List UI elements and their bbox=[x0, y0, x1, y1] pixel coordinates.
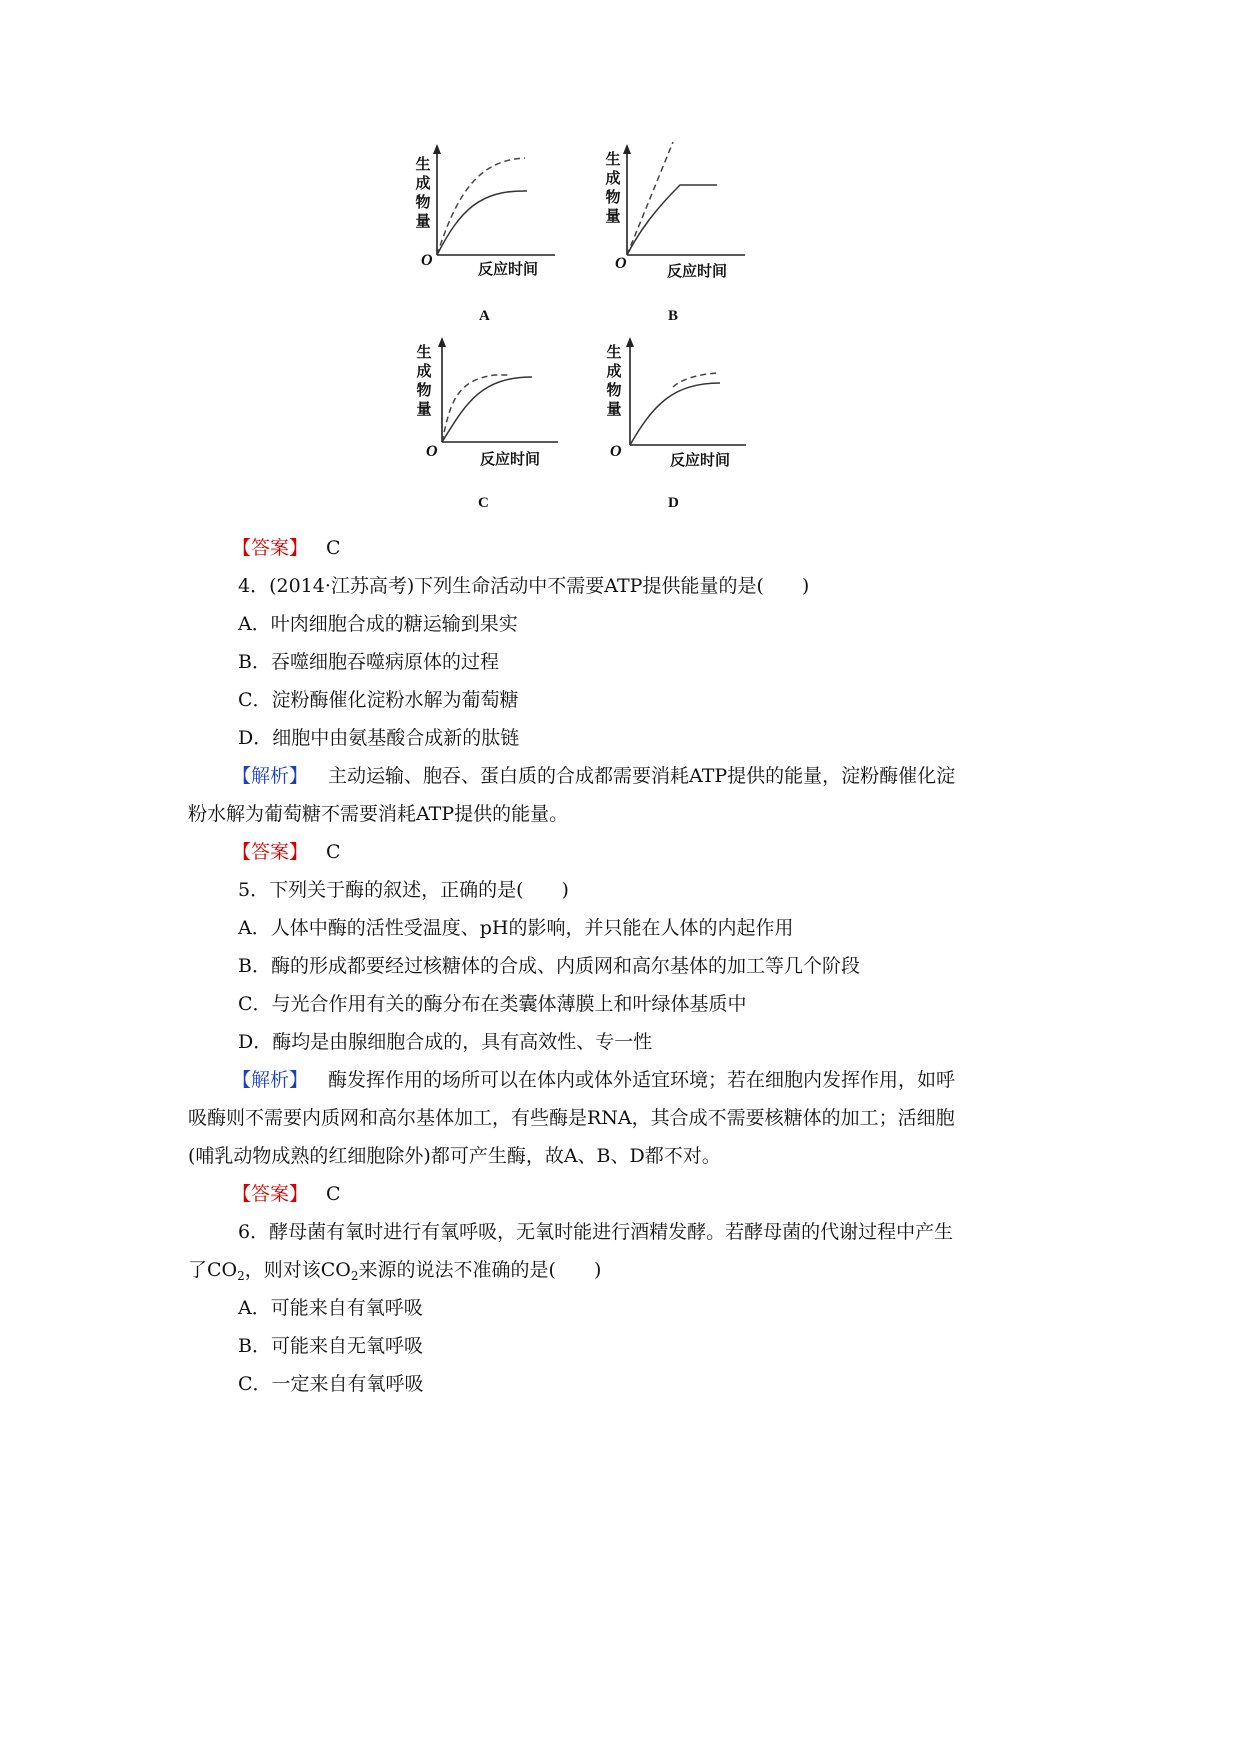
q5-option-d: D．酶均是由腺细胞合成的，具有高效性、专一性 bbox=[238, 1031, 653, 1053]
answer-value: C bbox=[326, 1183, 341, 1205]
answer-tag: 【答案】 bbox=[232, 537, 309, 559]
panel-letter: A bbox=[479, 308, 490, 324]
q5-option-c: C．与光合作用有关的酶分布在类囊体薄膜上和叶绿体基质中 bbox=[238, 993, 747, 1015]
q4-option-d: D．细胞中由氨基酸合成新的肽链 bbox=[238, 727, 520, 749]
q5-analysis-line2: 吸酶则不需要内质网和高尔基体加工，有些酶是RNA，其合成不需要核糖体的加工；活细胞 bbox=[188, 1107, 955, 1129]
q6-stem-line1: 6．酵母菌有氧时进行有氧呼吸，无氧时能进行酒精发酵。若酵母菌的代谢过程中产生 bbox=[238, 1221, 954, 1243]
q4-option-b: B．吞噬细胞吞噬病原体的过程 bbox=[238, 651, 499, 673]
panel-letter: B bbox=[668, 308, 679, 324]
q5-option-a: A．人体中酶的活性受温度、pH的影响，并只能在人体的内起作用 bbox=[238, 917, 794, 939]
analysis-tag: 【解析】 bbox=[232, 1069, 309, 1091]
solid-curve bbox=[627, 185, 717, 255]
y-axis-label: 生 成 物 量 bbox=[416, 343, 432, 418]
panel-d bbox=[598, 335, 768, 520]
q5-answer bbox=[0, 1182, 341, 1206]
q5-analysis-line1 bbox=[0, 1068, 955, 1092]
solid-curve bbox=[437, 191, 527, 255]
dashed-curve bbox=[442, 375, 510, 442]
analysis-text: 酶发挥作用的场所可以在体内或体外适宜环境；若在细胞内发挥作用，如呼 bbox=[328, 1069, 956, 1091]
answer-value: C bbox=[326, 841, 341, 863]
origin-label: O bbox=[426, 443, 438, 460]
y-axis-label: 生 成 物 量 bbox=[605, 150, 621, 225]
q4-analysis-line1 bbox=[0, 764, 955, 788]
q6-stem-part: 来源的说法不准确的是( ) bbox=[358, 1259, 602, 1281]
x-axis-label: 反应时间 bbox=[478, 260, 539, 278]
q4-option-c: C．淀粉酶催化淀粉水解为葡萄糖 bbox=[238, 689, 519, 711]
subscript: 2 bbox=[237, 1269, 245, 1283]
x-axis-label: 反应时间 bbox=[667, 262, 728, 280]
q6-option-b: B．可能来自无氧呼吸 bbox=[238, 1335, 423, 1357]
answer-tag: 【答案】 bbox=[232, 1183, 309, 1205]
origin-label: O bbox=[421, 252, 433, 269]
y-axis-label: 生 成 物 量 bbox=[415, 155, 431, 230]
dashed-curve bbox=[627, 142, 673, 255]
q6-option-a: A．可能来自有氧呼吸 bbox=[238, 1297, 423, 1319]
dashed-curve bbox=[437, 158, 525, 255]
x-axis-label: 反应时间 bbox=[670, 451, 731, 469]
origin-label: O bbox=[610, 443, 622, 460]
q6-stem-part: 了CO bbox=[188, 1259, 238, 1281]
analysis-tag: 【解析】 bbox=[232, 765, 309, 787]
q5-option-b: B．酶的形成都要经过核糖体的合成、内质网和高尔基体的加工等几个阶段 bbox=[238, 955, 860, 977]
q6-stem-line2 bbox=[0, 1258, 601, 1288]
q4-analysis-line2: 粉水解为葡萄糖不需要消耗ATP提供的能量。 bbox=[188, 803, 569, 825]
solid-curve bbox=[442, 377, 532, 442]
panel-letter: D bbox=[668, 495, 679, 511]
subscript: 2 bbox=[350, 1269, 359, 1283]
solid-curve bbox=[630, 383, 720, 445]
q5-stem: 5．下列关于酶的叙述，正确的是( ) bbox=[238, 879, 569, 901]
answer-q3 bbox=[0, 536, 341, 560]
q6-stem-part: ，则对该CO bbox=[244, 1259, 351, 1281]
q4-stem: 4．(2014·江苏高考)下列生命活动中不需要ATP提供能量的是( ) bbox=[238, 575, 810, 597]
panel-b bbox=[595, 140, 765, 330]
origin-label: O bbox=[615, 255, 627, 272]
y-axis-label: 生 成 物 量 bbox=[606, 343, 622, 418]
panel-a bbox=[405, 140, 575, 330]
q4-answer bbox=[0, 840, 341, 864]
panel-letter: C bbox=[478, 495, 489, 511]
analysis-text: 主动运输、胞吞、蛋白质的合成都需要消耗ATP提供的能量，淀粉酶催化淀 bbox=[328, 765, 956, 787]
x-axis-label: 反应时间 bbox=[480, 450, 541, 468]
panel-c bbox=[410, 335, 580, 520]
q4-option-a: A．叶肉细胞合成的糖运输到果实 bbox=[238, 613, 518, 635]
q6-option-c: C．一定来自有氧呼吸 bbox=[238, 1373, 424, 1395]
q5-analysis-line3: (哺乳动物成熟的红细胞除外)都可产生酶，故A、B、D都不对。 bbox=[188, 1145, 721, 1167]
answer-tag: 【答案】 bbox=[232, 841, 309, 863]
answer-value: C bbox=[326, 537, 341, 559]
panel-d-graph bbox=[598, 335, 768, 465]
